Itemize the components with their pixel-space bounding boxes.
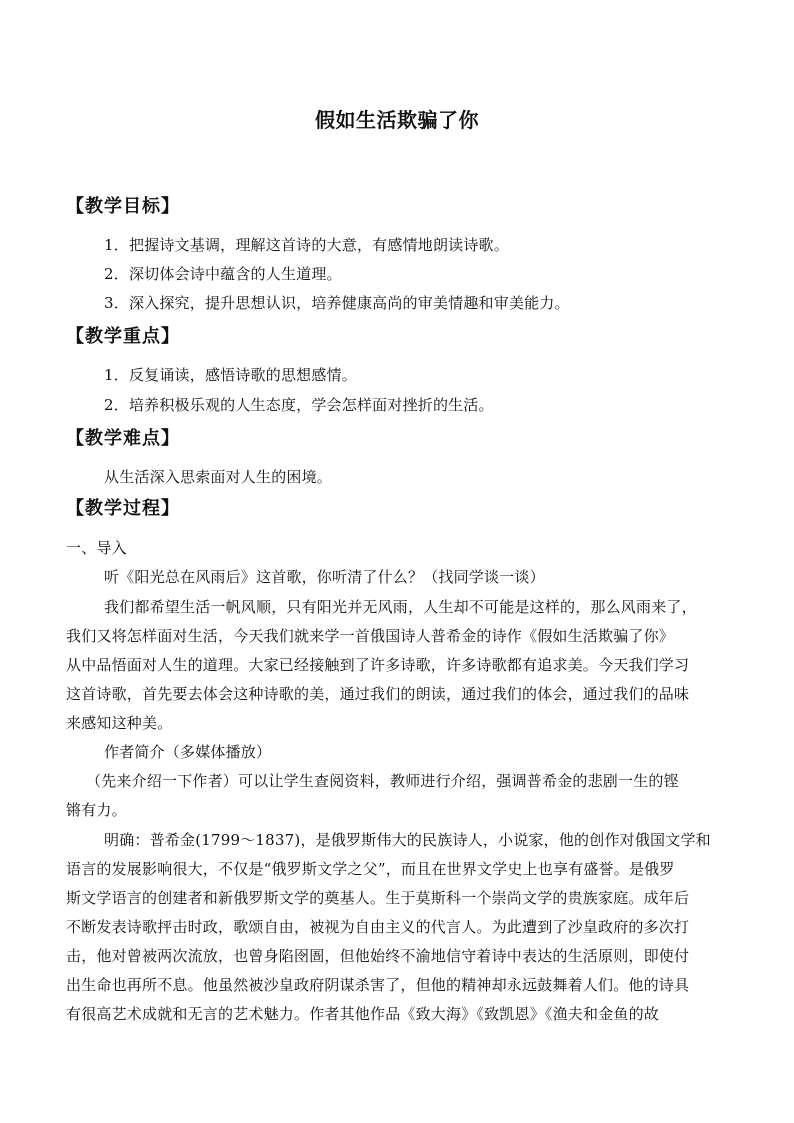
paragraph-intro-line-3: 从中品悟面对人生的道理。大家已经接触到了许多诗歌，许多诗歌都有追求美。今天我们学习 — [66, 656, 690, 674]
paragraph-intro-line-5: 来感知这种美。 — [66, 714, 173, 732]
paragraph-pushkin-line-5: 击，他对曾被两次流放，也曾身陷囹圄，但他始终不渝地信守着诗中表达的生活原则，即使付 — [66, 947, 690, 965]
goal-item-1: 1．把握诗文基调，理解这首诗的大意，有感情地朗读诗歌。 — [104, 236, 509, 254]
subheading-introduction: 一、导入 — [66, 539, 127, 557]
paragraph-intro-line-1: 我们都希望生活一帆风顺，只有阳光并无风雨，人生却不可能是这样的，那么风雨来了， — [104, 598, 697, 616]
heading-difficulties: 【教学难点】 — [66, 428, 180, 449]
paragraph-song-question: 听《阳光总在风雨后》这首歌，你听清了什么？（找同学谈一谈） — [104, 568, 545, 586]
key-point-item-1: 1．反复诵读，感悟诗歌的思想感情。 — [104, 366, 357, 384]
difficulty-text: 从生活深入思索面对人生的困境。 — [104, 468, 333, 486]
goal-item-2: 2．深切体会诗中蕴含的人生道理。 — [104, 265, 342, 283]
page-title: 假如生活欺骗了你 — [315, 108, 479, 132]
heading-key-points: 【教学重点】 — [66, 326, 180, 347]
goal-item-3: 3．深入探究，提升思想认识，培养健康高尚的审美情趣和审美能力。 — [104, 294, 570, 312]
paragraph-teacher-note-line-1: （先来介绍一下作者）可以让学生查阅资料，教师进行介绍，强调普希金的悲剧一生的铿 — [86, 772, 679, 790]
paragraph-intro-line-4: 这首诗歌，首先要去体会这种诗歌的美，通过我们的朗读，通过我们的体会，通过我们的品味 — [66, 685, 690, 703]
key-point-item-2: 2．培养积极乐观的人生态度，学会怎样面对挫折的生活。 — [104, 396, 494, 414]
paragraph-pushkin-line-1: 明确：普希金(1799～1837)，是俄罗斯伟大的民族诗人，小说家，他的创作对俄国文学和 — [104, 831, 711, 849]
paragraph-pushkin-line-3: 斯文学语言的创建者和新俄罗斯文学的奠基人。生于莫斯科一个崇尚文学的贵族家庭。成年后 — [66, 889, 690, 907]
paragraph-pushkin-line-6: 出生命也再所不息。他虽然被沙皇政府阴谋杀害了，但他的精神却永远鼓舞着人们。他的诗具 — [66, 976, 690, 994]
paragraph-pushkin-line-4: 不断发表诗歌抨击时政，歌颂自由，被视为自由主义的代言人。为此遭到了沙皇政府的多次打 — [66, 918, 690, 936]
paragraph-pushkin-line-2: 语言的发展影响很大，不仅是“俄罗斯文学之父”，而且在世界文学史上也享有盛誉。是俄罗 — [66, 860, 675, 878]
heading-teaching-process: 【教学过程】 — [66, 498, 180, 519]
paragraph-pushkin-line-7: 有很高艺术成就和无言的艺术魅力。作者其他作品《致大海》《致凯恩》《渔夫和金鱼的故 — [66, 1005, 660, 1023]
paragraph-author-intro: 作者简介（多媒体播放） — [104, 743, 272, 761]
heading-teaching-goals: 【教学目标】 — [66, 196, 180, 217]
paragraph-intro-line-2: 我们又将怎样面对生活，今天我们就来学一首俄国诗人普希金的诗作《假如生活欺骗了你》 — [66, 627, 675, 645]
paragraph-teacher-note-line-2: 锵有力。 — [66, 801, 127, 819]
